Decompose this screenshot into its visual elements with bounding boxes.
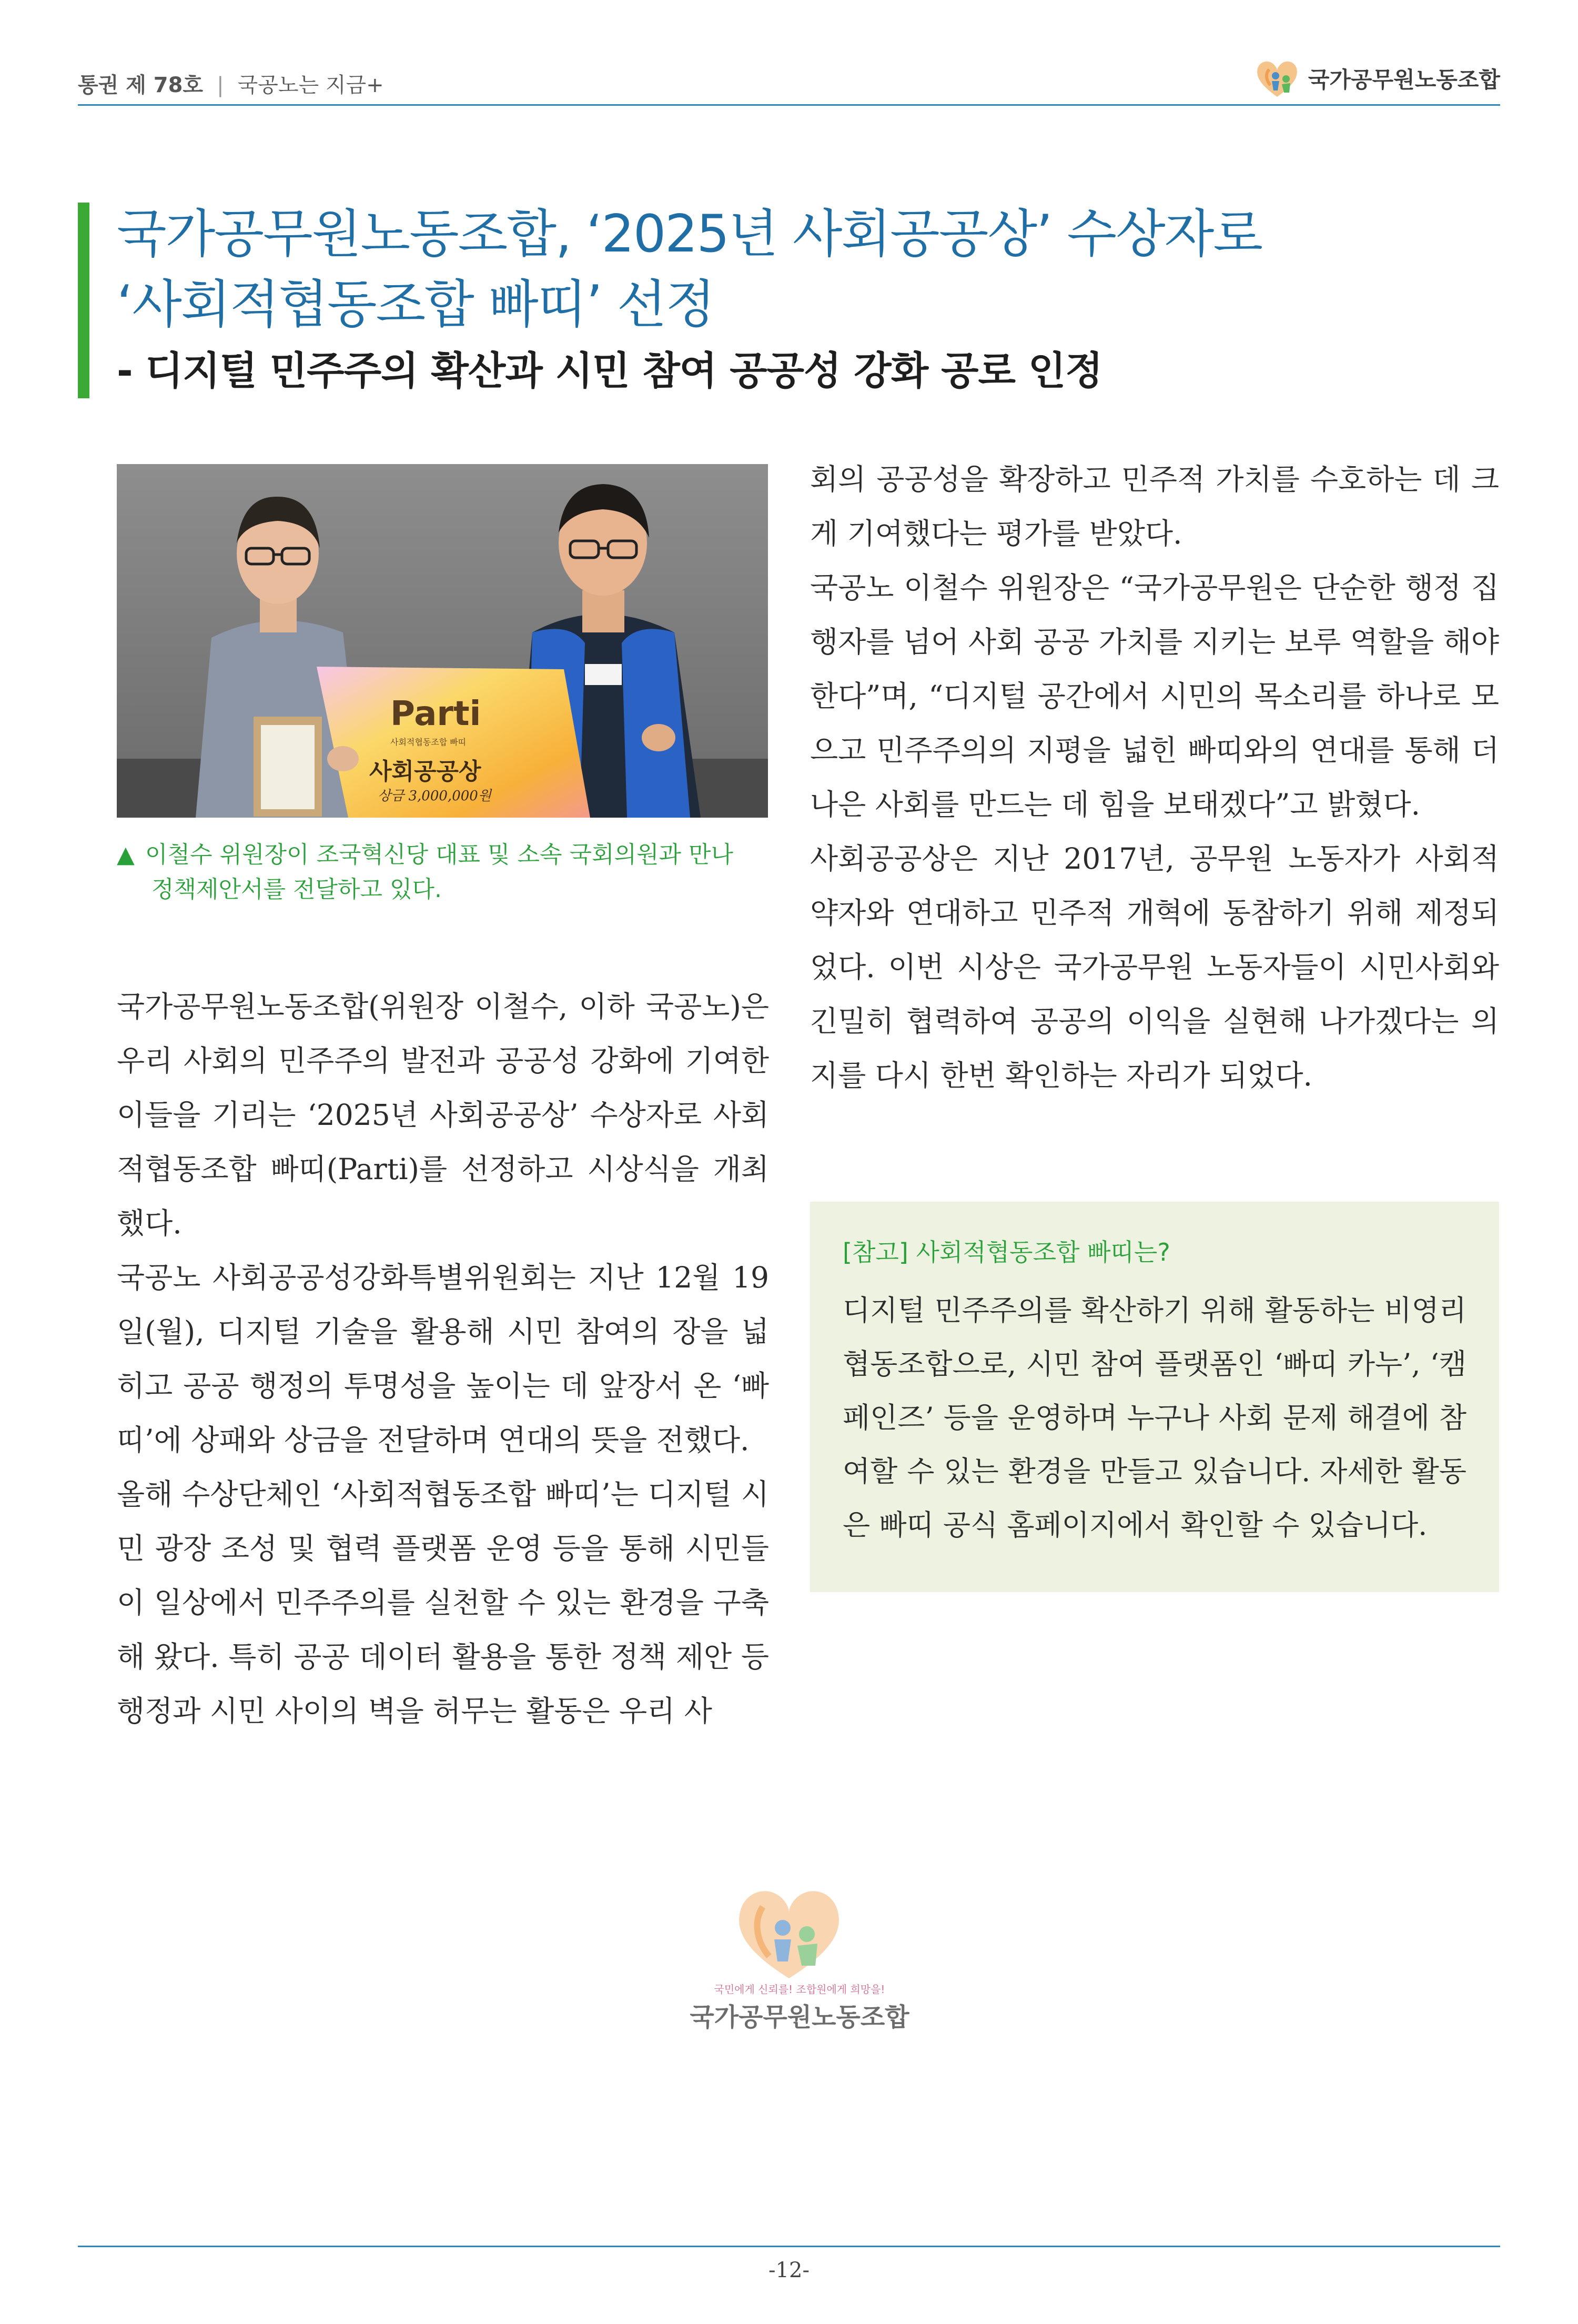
board-prize: 상금 3,000,000원 — [378, 788, 491, 804]
body-paragraph: 국공노 이철수 위원장은 “국가공무원은 단순한 행정 집행자를 넘어 사회 공공 가치를 지키는 보루 역할을 해야 한다”며, “디지털 공간에서 시민의 목소리를 하나로 모으고 민주주의의 지평을 넓힌 빠띠와의 연대를 통해 더 나은 사회를 만드는 데 힘을 보태겠다”고 밝혔다. — [810, 571, 1499, 821]
left-body-column — [117, 980, 769, 1738]
header-divider — [78, 104, 1500, 106]
issue-number: 통권 제 78호 — [78, 73, 204, 97]
article-title — [117, 199, 1432, 340]
triangle-up-icon: ▲ — [117, 841, 135, 868]
board-award-name: 사회공공상 — [369, 758, 481, 785]
footer-divider — [78, 2246, 1500, 2247]
award-photo — [117, 464, 768, 818]
body-paragraph: 회의 공공성을 확장하고 민주적 가치를 수호하는 데 크게 기여했다는 평가를 받았다. — [810, 462, 1499, 550]
caption-line-1: 이철수 위원장이 조국혁신당 대표 및 소속 국회의원과 만나 — [145, 841, 733, 868]
page-number: -12- — [768, 2258, 810, 2282]
reference-note-box — [810, 1202, 1499, 1592]
title-accent-bar — [78, 203, 89, 398]
body-paragraph: 국공노 사회공공성강화특별위원회는 지난 12월 19일(월), 디지털 기술을 활용해 시민 참여의 장을 넓히고 공공 행정의 투명성을 높이는 데 앞장서 온 ‘빠띠’에 상패와 상금을 전달하며 연대의 뜻을 전했다. — [117, 1261, 769, 1457]
header-org-name: 국가공무원노동조합 — [1308, 67, 1500, 93]
header-separator: | — [217, 73, 224, 97]
note-body: 디지털 민주주의를 확산하기 위해 활동하는 비영리 협동조합으로, 시민 참여 플랫폼인 ‘빠띠 카누’, ‘캠페인즈’ 등을 운영하며 누구나 사회 문제 해결에 참여할 수 있는 환경을 만들고 있습니다. 자세한 활동은 빠띠 공식 홈페이지에서 확인할 수 있습니다. — [843, 1294, 1466, 1542]
right-body-column — [810, 452, 1499, 1103]
body-paragraph: 사회공공상은 지난 2017년, 공무원 노동자가 사회적 약자와 연대하고 민주적 개혁에 동참하기 위해 제정되었다. 이번 시상은 국가공무원 노동자들이 시민사회와 긴밀히 협력하여 공공의 이익을 실현해 나가겠다는 의지를 다시 한번 확인하는 자리가 되었다. — [810, 842, 1499, 1092]
header-issue-line — [78, 68, 384, 98]
note-title: [참고] 사회적협동조합 빠띠는? — [843, 1238, 1170, 1266]
board-brand: Parti — [390, 695, 481, 733]
caption-line-2: 정책제안서를 전달하고 있다. — [151, 876, 442, 903]
photo-caption — [117, 838, 769, 907]
article-subtitle: - 디지털 민주주의 확산과 시민 참여 공공성 강화 공로 인정 — [117, 348, 1102, 394]
title-line-2: ‘사회적협동조합 빠띠’ 선정 — [117, 275, 714, 335]
header-logo — [1255, 58, 1500, 99]
title-line-1: 국가공무원노동조합, ‘2025년 사회공공상’ 수상자로 — [117, 204, 1262, 264]
body-paragraph: 올해 수상단체인 ‘사회적협동조합 빠띠’는 디지털 시민 광장 조성 및 협력 플랫폼 운영 등을 통해 시민들이 일상에서 민주주의를 실천할 수 있는 환경을 구축해 왔다. 특히 공공 데이터 활용을 통한 정책 제안 등 행정과 시민 사이의 벽을 허무는 활동은 우리 사 — [117, 1477, 769, 1728]
board-small-text: 사회적협동조합 빠띠 — [390, 737, 467, 747]
body-paragraph: 국가공무원노동조합(위원장 이철수, 이하 국공노)은 우리 사회의 민주주의 발전과 공공성 강화에 기여한 이들을 기리는 ‘2025년 사회공공상’ 수상자로 사회적협동조합 빠띠(Parti)를 선정하고 시상식을 개최했다. — [117, 990, 769, 1240]
union-emblem-icon — [684, 1873, 894, 1984]
footer-slogan: 국민에게 신뢰를! 조합원에게 희망을! — [714, 1983, 885, 1996]
footer-org-name: 국가공무원노동조합 — [690, 2003, 909, 2032]
section-name: 국공노는 지금+ — [237, 73, 384, 97]
union-logo-icon — [1255, 58, 1300, 99]
